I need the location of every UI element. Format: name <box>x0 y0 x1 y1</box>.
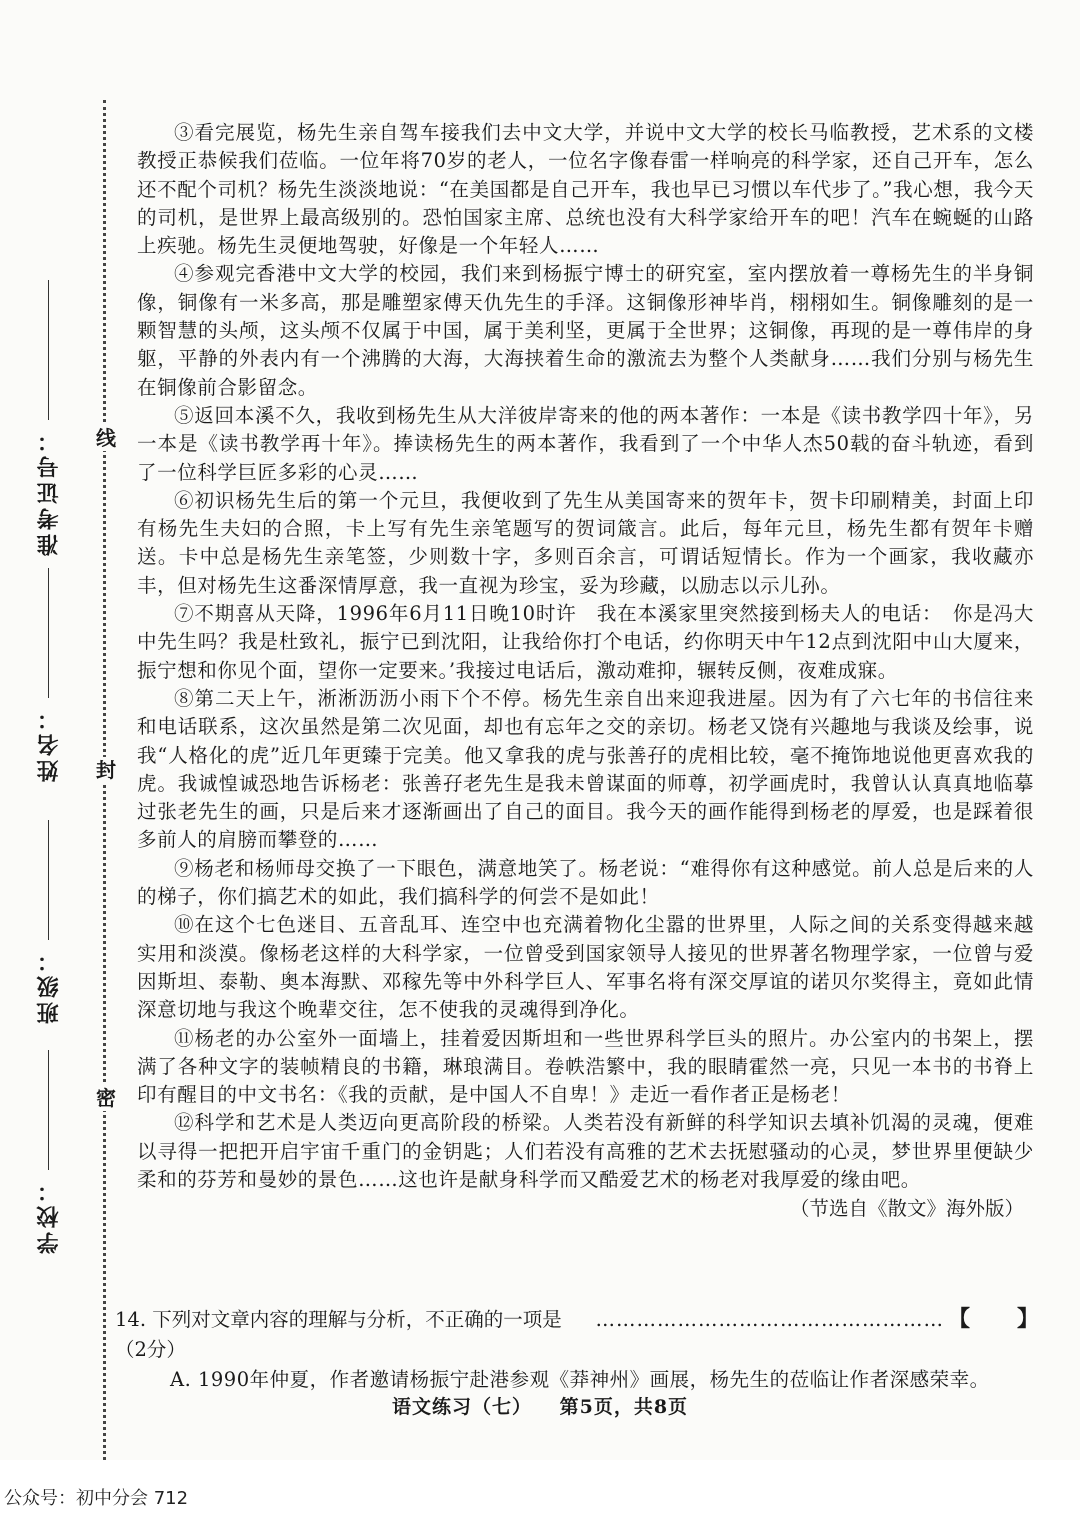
student-name-label: 姓名： <box>35 704 62 782</box>
answer-bracket[interactable]: 【 】 <box>947 1306 1040 1332</box>
footer-page-number: 第5页，共8页 <box>559 1396 689 1418</box>
exam-id-label: 准考证号： <box>35 426 62 556</box>
paragraph-12: ⑫科学和艺术是人类迈向更高阶段的桥梁。人类若没有新鲜的科学知识去填补饥渴的灵魂，便难以寻得一把把开启宇宙千重门的金钥匙；人们若没有高雅的艺术去抚慰骚动的心灵，梦世界里便缺少柔和的芬芳和曼妙的景色……这也许是献身科学而又酷爱艺术的杨老对我厚爱的缘由吧。 <box>137 1111 1034 1191</box>
paragraph-4: ④参观完香港中文大学的校园，我们来到杨振宁博士的研究室，室内摆放着一尊杨先生的半身铜像，铜像有一米多高，那是雕塑家傅天仇先生的手泽。这铜像形神毕肖，栩栩如生。铜像雕刻的是一颗智慧的头颅，这头颅不仅属于中国，属于美利坚，更属于全世界；这铜像，再现的是一尊伟岸的身躯，平静的外表内有一个沸腾的大海，大海挟着生命的激流去为整个人类献身……我们分别与杨先生在铜像前合影留念。 <box>137 262 1034 399</box>
article-body <box>137 119 1034 1224</box>
student-name-field <box>28 568 68 788</box>
question-leader-dots: …………………………………………… <box>595 1308 944 1331</box>
exam-id-blank <box>48 280 49 420</box>
school-field <box>28 1050 68 1260</box>
school-blank <box>48 1050 49 1170</box>
class-label: 班级： <box>35 946 62 1024</box>
class-field <box>28 820 68 1030</box>
article-source: （节选自《散文》海外版） <box>789 1197 1024 1221</box>
question-stem-row <box>115 1304 1040 1365</box>
binding-mark-feng: 封 <box>93 757 119 783</box>
paragraph-5: ⑤返回本溪不久，我收到杨先生从大洋彼岸寄来的他的两本著作：一本是《读书教学四十年》，另一本是《读书教学再十年》。捧读杨先生的两本著作，我看到了一个中华人杰50载的奋斗轨迹，看到了一位科学巨匠多彩的心灵…… <box>137 403 1034 484</box>
option-a: A. 1990年仲夏，作者邀请杨振宁赴港参观《莽神州》画展，杨先生的莅临让作者深感荣幸。 <box>170 1368 990 1391</box>
paragraph-8: ⑧第二天上午，淅淅沥沥小雨下个不停。杨先生亲自出来迎我进屋。因为有了六七年的书信往来和电话联系，这次虽然是第二次见面，却也有忘年之交的亲切。杨老又饶有兴趣地与我谈及绘事，说我“人格化的虎”近几年更臻于完美。他又拿我的虎与张善孖的虎相比较，毫不掩饰地说他更喜欢我的虎。我诚惶诚恐地告诉杨老：张善孖老先生是我未曾谋面的师尊，初学画虎时，我曾认认真真地临摹过张老先生的画，只是后来才逐渐画出了自己的面目。我今天的画作能得到杨老的厚爱，也是踩着很多前人的肩膀而攀登的…… <box>137 686 1034 852</box>
paragraph-10: ⑩在这个七色迷目、五音乱耳、连空中也充满着物化尘嚣的世界里，人际之间的关系变得越来越实用和淡漠。像杨老这样的大科学家，一位曾受到国家领导人接见的世界著名物理学家，一位曾与爱因斯坦、泰勒、奥本海默、邓稼先等中外科学巨人、军事名将有深交厚谊的诺贝尔奖得主，竟如此情深意切地与我这个晚辈交往，怎不使我的灵魂得到净化。 <box>137 913 1034 1022</box>
paragraph-3: ③看完展览，杨先生亲自驾车接我们去中文大学，并说中文大学的校长马临教授，艺术系的文楼教授正恭候我们莅临。一位年将70岁的老人，一位名字像春雷一样响亮的科学家，还自己开车，怎么还不配个司机？杨先生淡淡地说：“在美国都是自己开车，我也早已习惯以车代步了。”我心想，我今天的司机，是世界上最高级别的。恐怕国家主席、总统也没有大科学家给开车的吧！汽车在蜿蜒的山路上疾驰。杨先生灵便地驾驶，好像是一个年轻人…… <box>137 121 1034 258</box>
binding-mark-mi: 密 <box>93 1085 119 1111</box>
question-14 <box>115 1304 1040 1395</box>
binding-mark-xian: 线 <box>93 425 119 451</box>
student-name-blank <box>48 568 49 698</box>
watermark-text: 公众号：初中分会 712 <box>4 1488 189 1509</box>
paragraph-6: ⑥初识杨先生后的第一个元旦，我便收到了先生从美国寄来的贺年卡，贺卡印刷精美，封面上印有杨先生夫妇的合照，卡上写有先生亲笔题写的贺词箴言。此后，每年元旦，杨先生都有贺年卡赠送。卡中总是杨先生亲笔签，少则数十字，多则百余言，可谓话短情长。作为一个画家，我收藏亦丰，但对杨先生这番深情厚意，我一直视为珍宝，妥为珍藏，以励志以示儿孙。 <box>137 488 1034 597</box>
paragraph-9: ⑨杨老和杨师母交换了一下眼色，满意地笑了。杨老说：“难得你有这种感觉。前人总是后来的人的梯子，你们搞艺术的如此，我们搞科学的何尝不是如此！ <box>137 856 1034 909</box>
question-stem: 14. 下列对文章内容的理解与分析，不正确的一项是（2分） <box>115 1308 562 1361</box>
school-label: 学校： <box>35 1176 62 1254</box>
exam-id-field <box>28 280 68 562</box>
paragraph-11: ⑪杨老的办公室外一面墙上，挂着爱因斯坦和一些世界科学巨头的照片。办公室内的书架上，摆满了各种文字的装帧精良的书籍，琳琅满目。卷帙浩繁中，我的眼睛霍然一亮，只见一本书的书脊上印有醒目的中文书名：《我的贡献，是中国人不自卑！》走近一看作者正是杨老！ <box>137 1026 1034 1107</box>
page-footer <box>0 1392 1080 1419</box>
class-blank <box>48 820 49 940</box>
footer-subject: 语文练习（七） <box>391 1396 532 1418</box>
paragraph-7: ⑦不期喜从天降，1996年6月11日晚10时许 我在本溪家里突然接到杨夫人的电话： 你是冯大中先生吗？我是杜致礼，振宁已到沈阳，让我给你打个电话，约你明天中午12点到沈阳中山大厦来，振宁想和你见个面，望你一定要来。’我接过电话后，激动难抑，辗转反侧，夜难成寐。 <box>137 602 1034 682</box>
